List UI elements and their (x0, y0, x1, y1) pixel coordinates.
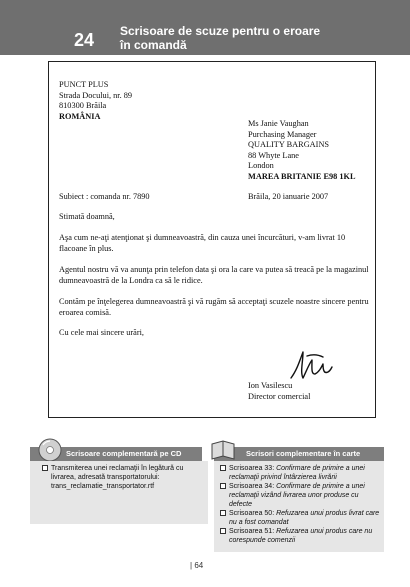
sender-street: Strada Docului, nr. 89 (59, 90, 133, 100)
letter-frame (48, 61, 376, 418)
body-paragraph: Agentul nostru vă va anunţa prin telefon data şi ora la care va putea să treacă pe la magazinul dumneavoastră de la Londra ca să le ridice. (59, 265, 369, 285)
page-footer (190, 561, 203, 570)
recipient-company: QUALITY BARGAINS (248, 140, 330, 149)
page-title (120, 24, 320, 52)
body-paragraph: Aşa cum ne-aţi atenţionat şi dumneavoastră, din cauza unei încurcături, v-am livrat 10 flacoane în plus. (59, 233, 346, 253)
title-line-2: în comandă (120, 38, 187, 52)
recipient-country: MAREA BRITANIE E98 1KL (248, 171, 356, 181)
letter-date: Brăila, 20 ianuarie 2007 (248, 192, 329, 201)
cd-panel-body (30, 461, 208, 524)
recipient-street: 88 Whyte Lane (248, 150, 299, 160)
checkbox-icon (220, 510, 226, 516)
signatory-title: Director comercial (248, 391, 311, 401)
checkbox-icon (42, 465, 48, 471)
recipient-name: Ms Janie Vaughan (248, 119, 309, 128)
list-item: Scrisoarea 33: Confirmare de primire a unei reclamaţii privind întârzierea livrării (220, 464, 380, 482)
signatory-name: Ion Vasilescu (248, 381, 293, 390)
recipient-city: London (248, 161, 274, 170)
page-number: 64 (194, 561, 204, 570)
list-item: Transmiterea unei reclamaţii în legătură cu livrarea, adresată transportatorului: trans_reclamatie_transportator.rtf (42, 464, 202, 491)
sender-company: PUNCT PLUS (59, 80, 109, 89)
subject-line: Subiect : comanda nr. 7890 (59, 192, 150, 201)
checkbox-icon (220, 465, 226, 471)
list-item: Scrisoarea 50: Refuzarea unui produs livrat care nu a fost comandat (220, 509, 380, 527)
salutation: Stimată doamnă, (59, 212, 115, 221)
book-icon (210, 438, 236, 462)
list-item: Scrisoarea 51: Refuzarea unui produs care nu corespunde comenzii (220, 527, 380, 545)
checkbox-icon (220, 528, 226, 534)
book-panel-body (214, 461, 384, 552)
title-line-1: Scrisoare de scuze pentru o eroare (120, 24, 321, 38)
checkbox-icon (220, 483, 226, 489)
footer-separator: | (190, 561, 193, 570)
recipient-role: Purchasing Manager (248, 129, 317, 139)
handwritten-signature (287, 348, 335, 384)
sender-country: ROMÂNIA (59, 111, 101, 121)
chapter-header (0, 0, 410, 55)
cd-icon (38, 438, 62, 462)
closing-line: Cu cele mai sincere urări, (59, 328, 145, 337)
sender-city: 810300 Brăila (59, 101, 107, 110)
cd-panel-heading: Scrisoare complementară pe CD (30, 447, 202, 461)
book-panel-heading: Scrisori complementare în carte (214, 447, 384, 461)
list-item: Scrisoarea 34: Confirmare de primire a unei reclamaţii vizând livrarea unor produse cu defecte (220, 482, 380, 509)
chapter-number: 24 (73, 30, 95, 50)
body-paragraph: Contăm pe înţelegerea dumneavoastră şi vă rugăm să acceptaţi scuzele noastre sincere pentru eroarea comisă. (59, 297, 369, 317)
